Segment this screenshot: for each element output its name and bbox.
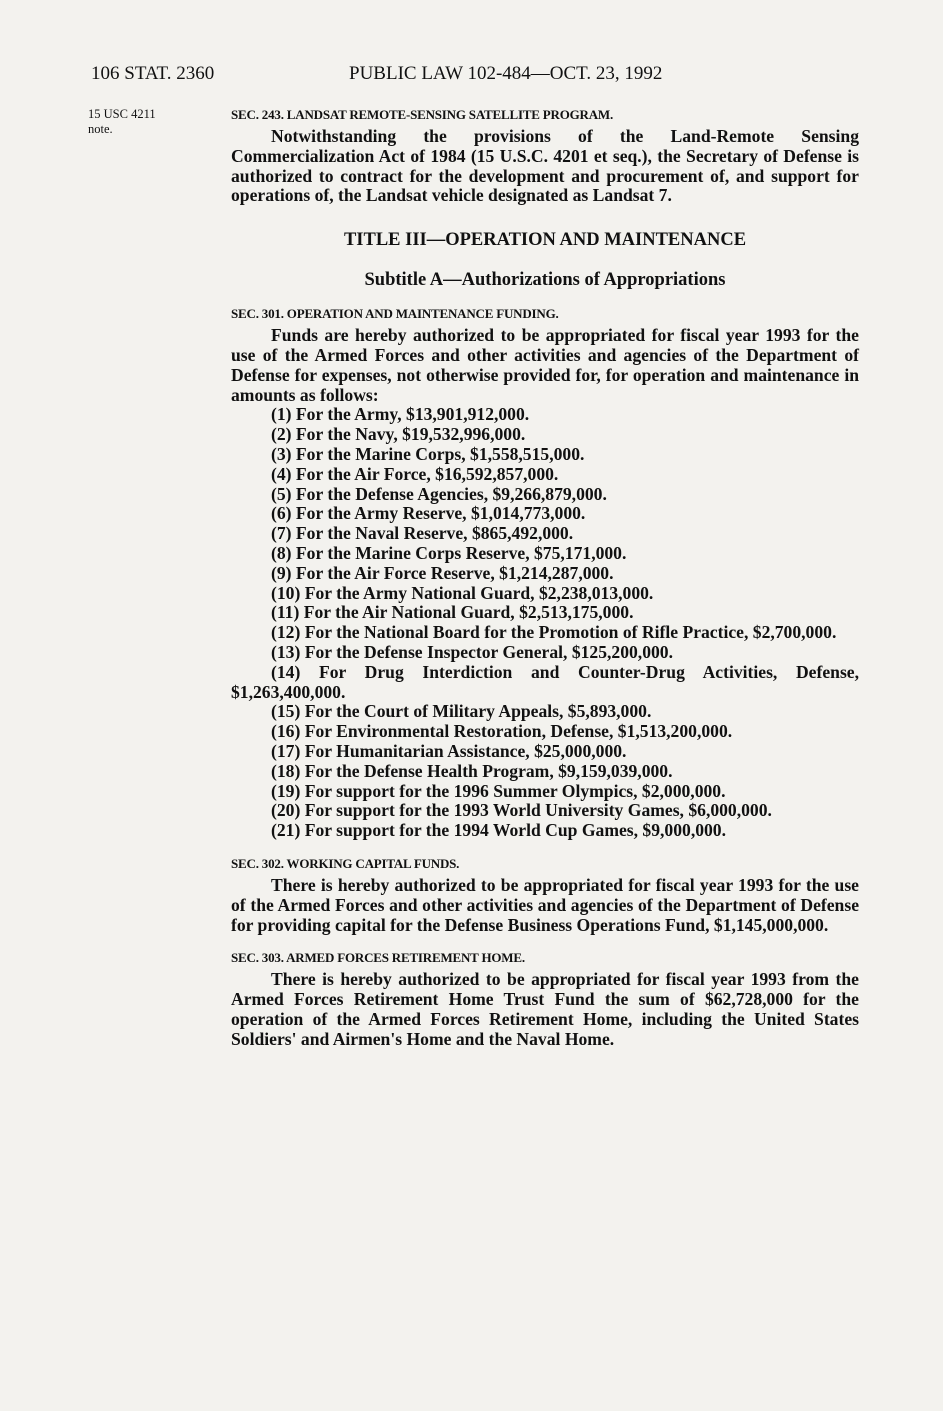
statute-page-number: 106 STAT. 2360 xyxy=(91,63,215,84)
list-item: (10) For the Army National Guard, $2,238,013,000. xyxy=(271,582,654,603)
list-item: (13) For the Defense Inspector General, $125,200,000. xyxy=(271,641,673,662)
list-item: (7) For the Naval Reserve, $865,492,000. xyxy=(271,523,574,544)
list-item: (6) For the Army Reserve, $1,014,773,000. xyxy=(271,503,586,524)
section-301-heading: SEC. 301. OPERATION AND MAINTENANCE FUNDING. xyxy=(231,306,559,322)
section-303-text: There is hereby authorized to be appropriated for fiscal year 1993 from the Armed Forces Retirement Home Trust Fund the sum of $62,728,000 for the operation of the Armed Forces Retirement Home, including the United States Soldiers' and Airmen's Home and the Naval Home. xyxy=(231,969,859,1049)
list-item: (18) For the Defense Health Program, $9,159,039,000. xyxy=(271,760,673,781)
title-heading: TITLE III—OPERATION AND MAINTENANCE xyxy=(343,230,747,251)
public-law-title: PUBLIC LAW 102-484—OCT. 23, 1992 xyxy=(349,63,663,84)
list-item: (3) For the Marine Corps, $1,558,515,000. xyxy=(271,443,585,464)
list-item: (12) For the National Board for the Promotion of Rifle Practice, $2,700,000. xyxy=(271,622,837,643)
list-item: (17) For Humanitarian Assistance, $25,000,000. xyxy=(271,740,627,761)
list-item: (5) For the Defense Agencies, $9,266,879,000. xyxy=(271,483,607,504)
list-item: (4) For the Air Force, $16,592,857,000. xyxy=(271,463,559,484)
section-243-heading: SEC. 243. LANDSAT REMOTE-SENSING SATELLITE PROGRAM. xyxy=(231,107,614,122)
list-item: (16) For Environmental Restoration, Defense, $1,513,200,000. xyxy=(271,721,733,742)
section-302-text: There is hereby authorized to be appropriated for fiscal year 1993 for the use of the Armed Forces and other activities and agencies of the Department of Defense for providing capital for the Defense Business Operations Fund, $1,145,000,000. xyxy=(231,874,859,935)
list-item: (8) For the Marine Corps Reserve, $75,171,000. xyxy=(271,542,627,563)
document-body xyxy=(231,107,859,1049)
section-301-text: Funds are hereby authorized to be appropriated for fiscal year 1993 for the use of the Armed Forces and other activities and agencies of the Department of Defense for expenses, not otherwise provided for, for operation and maintenance in amounts as follows: xyxy=(231,325,859,405)
subtitle-heading: Subtitle A—Authorizations of Appropriations xyxy=(364,270,726,291)
list-item: (15) For the Court of Military Appeals, $5,893,000. xyxy=(271,701,652,722)
list-item: (20) For support for the 1993 World University Games, $6,000,000. xyxy=(271,800,772,821)
margin-note-label: note. xyxy=(88,122,113,136)
list-item: (14) For Drug Interdiction and Counter-Drug Activities, Defense, $1,263,400,000. xyxy=(231,661,859,702)
section-303-heading: SEC. 303. ARMED FORCES RETIREMENT HOME. xyxy=(231,950,525,966)
section-302-heading: SEC. 302. WORKING CAPITAL FUNDS. xyxy=(231,855,460,871)
section-243-text: Notwithstanding the provisions of the Land-Remote Sensing Commercialization Act of 1984 (15 U.S.C. 4201 et seq.), the Secretary of Defense is authorized to contract for the development and procurement of, and support for operations of, the Landsat vehicle designated as Landsat 7. xyxy=(231,126,859,206)
list-item: (1) For the Army, $13,901,912,000. xyxy=(271,404,530,425)
list-item: (21) For support for the 1994 World Cup Games, $9,000,000. xyxy=(271,820,727,841)
list-item: (11) For the Air National Guard, $2,513,175,000. xyxy=(271,602,634,623)
list-item: (9) For the Air Force Reserve, $1,214,287,000. xyxy=(271,562,614,583)
list-item: (2) For the Navy, $19,532,996,000. xyxy=(271,424,526,445)
margin-note-citation: 15 USC 4211 xyxy=(88,107,156,121)
margin-note xyxy=(88,107,198,137)
page-header xyxy=(91,63,861,87)
appropriations-list xyxy=(231,405,859,841)
list-item: (19) For support for the 1996 Summer Olympics, $2,000,000. xyxy=(271,780,726,801)
